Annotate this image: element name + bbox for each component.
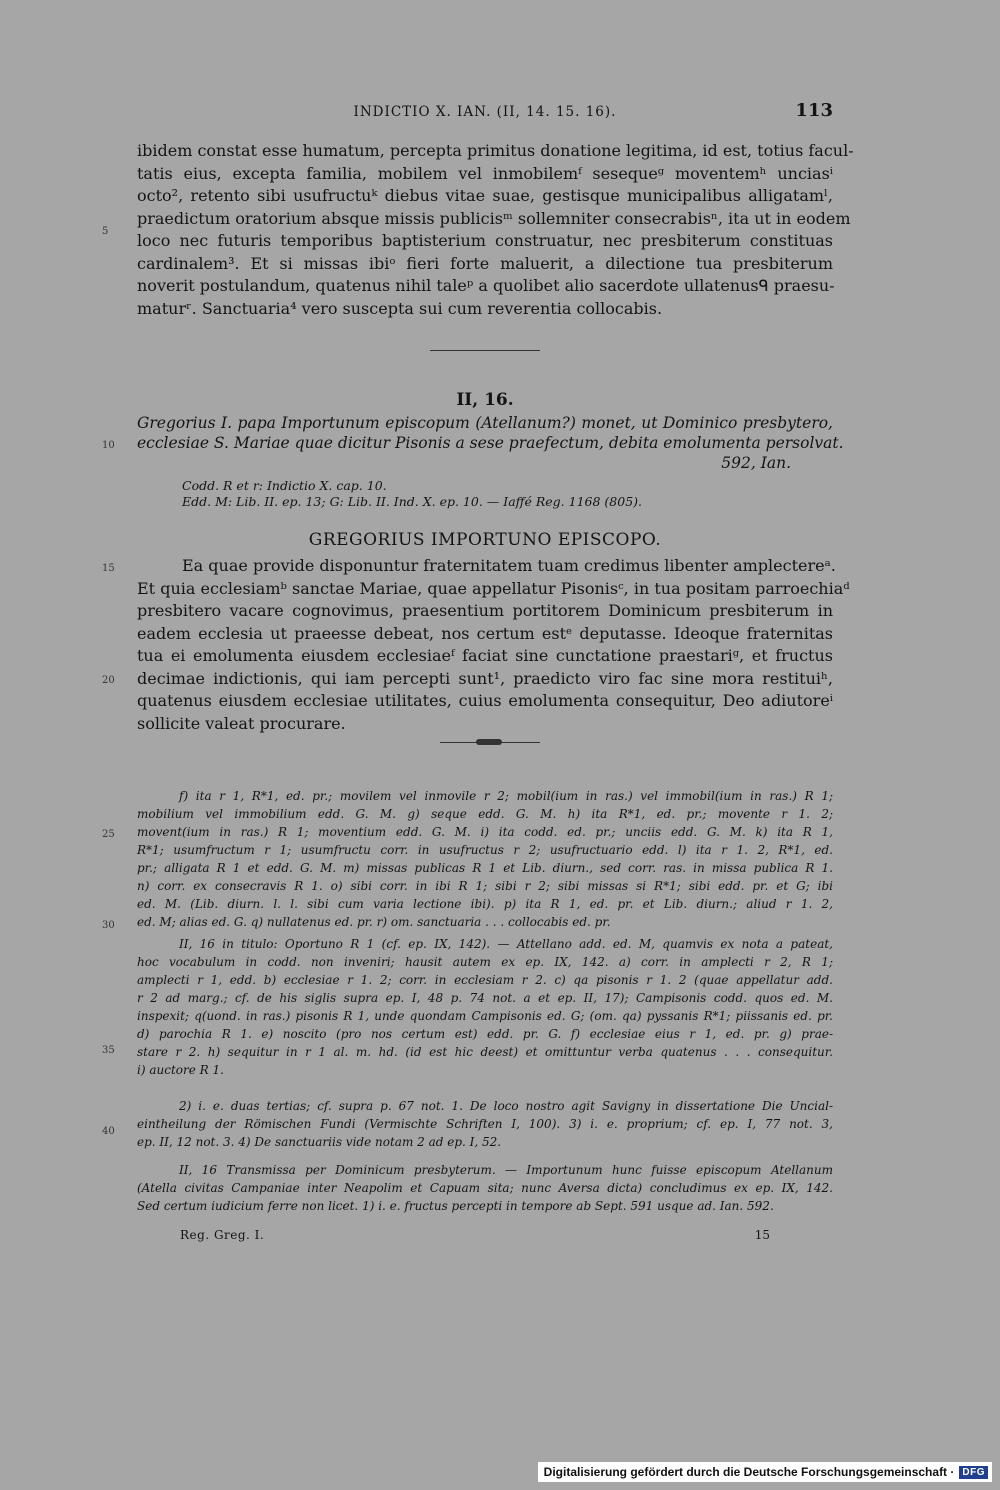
note-line: d) parochia R 1. e) noscito (pro nos certum est) edd. pr. G. f) ecclesiae eius r 1, ed. pr. g) prae- [137,1027,833,1041]
note-line: inspexit; q(uond. in ras.) pisonis R 1, unde quondam Campisonis ed. G; (om. qa) pyssanis R*1; piissanis ed. pr. [137,1009,833,1023]
codices-line: Codd. R et r: Indictio X. cap. 10. [182,478,387,493]
note-line: r 2 ad marg.; cf. de his siglis supra ep. I, 48 p. 74 not. a et ep. II, 17); Campisonis codd. quos ed. M. [137,991,833,1005]
line-number: 20 [102,675,115,686]
running-title: INDICTIO X. IAN. (II, 14. 15. 16). [353,104,617,120]
note-line: eintheilung der Römischen Fundi (Vermischte Schriften I, 100). 3) i. e. proprium; cf. ep. I, 77 not. 3, [137,1117,833,1131]
commentary-notes-letter [137,1161,833,1215]
signature-label: Reg. Greg. I. [180,1228,265,1242]
line-number: 25 [102,829,115,840]
text-line: decimae indictionis, qui iam percepti sunt¹, praedicto viro fac sine mora restituiʰ, [137,668,833,688]
ornament-divider [440,742,540,743]
note-line: i) auctore R 1. [137,1063,224,1077]
letter-number: II, 16. [456,390,514,410]
note-line: (Atella civitas Campaniae inter Neapolim et Capuam sita; nunc Aversa dicta) concludimus ex ep. IX, 142. [137,1181,833,1195]
editions-line: Edd. M: Lib. II. ep. 13; G: Lib. II. Ind. X. ep. 10. — Iaffé Reg. 1168 (805). [182,494,643,509]
text-line: cardinalem³. Et si missas ibiᵒ fieri forte maluerit, a dilectione tua presbiterum [137,253,833,273]
note-line: 2) i. e. duas tertias; cf. supra p. 67 not. 1. De loco nostro agit Savigny in dissertatione Die Uncial- [179,1099,833,1113]
funding-credit [538,1462,992,1482]
text-line: tatis eius, excepta familia, mobilem vel inmobilemᶠ sesequeᵍ moventemʰ unciasⁱ [137,163,833,183]
text-line: Et quia ecclesiamᵇ sanctae Mariae, quae appellatur Pisonisᶜ, in tua positam parroechiaᵈ [137,578,850,598]
page-header [137,100,833,124]
apparatus-notes-letter [137,935,833,1079]
manuscript-info [137,478,833,510]
apparatus-notes-previous [137,787,833,931]
ornament-icon [476,739,502,745]
text-line: Ea quae provide disponuntur fraternitatem tuam credimus libenter amplectereᵃ. [182,556,836,575]
credit-text: Digitalisierung gefördert durch die Deutsche Forschungsgemeinschaft · [543,1465,955,1479]
line-number: 30 [102,920,115,931]
text-line: sollicite valeat procurare. [137,713,346,733]
text-line: loco nec futuris temporibus baptisterium construatur, nec presbiterum constituas [137,231,833,250]
signature-number: 15 [754,1228,770,1242]
text-line: quatenus eiusdem ecclesiae utilitates, cuius emolumenta consequitur, Deo adiutoreⁱ [137,691,833,710]
line-number: 15 [102,563,115,574]
text-line: ibidem constat esse humatum, percepta primitus donatione legitima, id est, totius facul- [137,141,854,160]
text-line: octo², retento sibi usufructuᵏ diebus vitae suae, gestisque municipalibus alligatamˡ, [137,186,833,205]
line-number: 40 [102,1126,115,1137]
text-line: praedictum oratorium absque missis publicisᵐ sollemniter consecrabisⁿ, ita ut in eodem [137,208,851,228]
letter-title: GREGORIUS IMPORTUNO EPISCOPO. [308,530,662,550]
letter-text [137,555,850,735]
body-text-top [137,140,854,320]
summary-line: Gregorius I. papa Importunum episcopum (Atellanum?) monet, ut Dominico presbytero, [137,414,833,432]
note-line: movent(ium in ras.) R 1; moventium edd. G. M. i) ita codd. ed. pr.; unciis edd. G. M. k) ita R 1, [137,825,833,839]
note-line: ed. M. (Lib. diurn. l. l. sibi cum varia lectione ibi). p) ita R 1, ed. pr. et Lib. diurn.; aliud r 1. 2, [137,897,833,911]
note-line: pr.; alligata R 1 et edd. G. M. m) missas publicas R 1 et Lib. diurn., sed corr. ras. in missa publica R 1. [137,861,833,875]
note-line: stare r 2. h) sequitur in r 1 al. m. hd. (id est hic deest) et omittuntur verba quatenus . . . consequitur. [137,1045,833,1059]
note-line: amplecti r 1, edd. b) ecclesiae r 1. 2; corr. in ecclesiam r 2. c) qa pisonis r 1. 2 (quae appellatur add. [137,973,833,987]
note-line: II, 16 in titulo: Oportuno R 1 (cf. ep. IX, 142). — Attellano add. ed. M, quamvis ex nota a pateat, [179,937,833,951]
summary-line: ecclesiae S. Mariae quae dicitur Pisonis a sese praefectum, debita emolumenta persolvat. [137,434,844,452]
page-number: 113 [795,100,833,121]
note-line: f) ita r 1, R*1, ed. pr.; movilem vel inmovile r 2; mobil(ium in ras.) vel immobil(ium in ras.) R 1; [179,789,833,803]
dfg-logo-icon: DFG [959,1466,988,1479]
section-divider [430,350,540,353]
note-line: ep. II, 12 not. 3. 4) De sanctuariis vide notam 2 ad ep. I, 52. [137,1135,502,1149]
note-line: ed. M; alias ed. G. q) nullatenus ed. pr. r) om. sanctuaria . . . collocabis ed. pr. [137,915,611,929]
text-line: presbitero vacare cognovimus, praesentium portitorem Dominicum presbiterum in [137,601,833,620]
note-line: hoc vocabulum in codd. non inveniri; hausit autem ex ep. IX, 142. a) corr. in amplecti r 2, R 1; [137,955,833,969]
note-line: R*1; usumfructum r 1; usumfructu corr. in usufructus r 2; usufructuario edd. l) ita r 1. 2, R*1, ed. [137,843,833,857]
text-line: tua ei emolumenta eiusdem ecclesiaeᶠ faciat sine cunctatione praestariᵍ, et fructus [137,646,833,665]
line-number: 10 [102,440,115,451]
line-number: 35 [102,1045,115,1056]
text-line: eadem ecclesia ut praeesse debeat, nos certum estᵉ deputasse. Ideoque fraternitas [137,623,833,643]
note-line: Sed certum iudicium ferre non licet. 1) i. e. fructus percepti in tempore ab Sept. 591 usque ad. Ian. 592. [137,1199,774,1213]
text-line: noverit postulandum, quatenus nihil taleᵖ a quolibet alio sacerdote ullatenusᑫ praesu- [137,276,835,295]
letter-summary [137,413,844,473]
note-line: mobilium vel immobilium edd. G. M. g) seque edd. G. M. h) ita R*1, ed. pr.; movente r 1. 2; [137,807,833,821]
note-line: n) corr. ex consecravis R 1. o) sibi corr. in ibi R 1; sibi r 2; sibi missas si R*1; sibi edd. pr. et G; ibi [137,879,833,893]
text-line: maturʳ. Sanctuaria⁴ vero suscepta sui cum reverentia collocabis. [137,298,663,318]
line-number: 5 [102,226,109,237]
note-line: II, 16 Transmissa per Dominicum presbyterum. — Importunum hunc fuisse episcopum Atellanum [179,1163,833,1177]
letter-date: 592, Ian. [721,454,791,472]
commentary-notes-previous [137,1097,833,1151]
